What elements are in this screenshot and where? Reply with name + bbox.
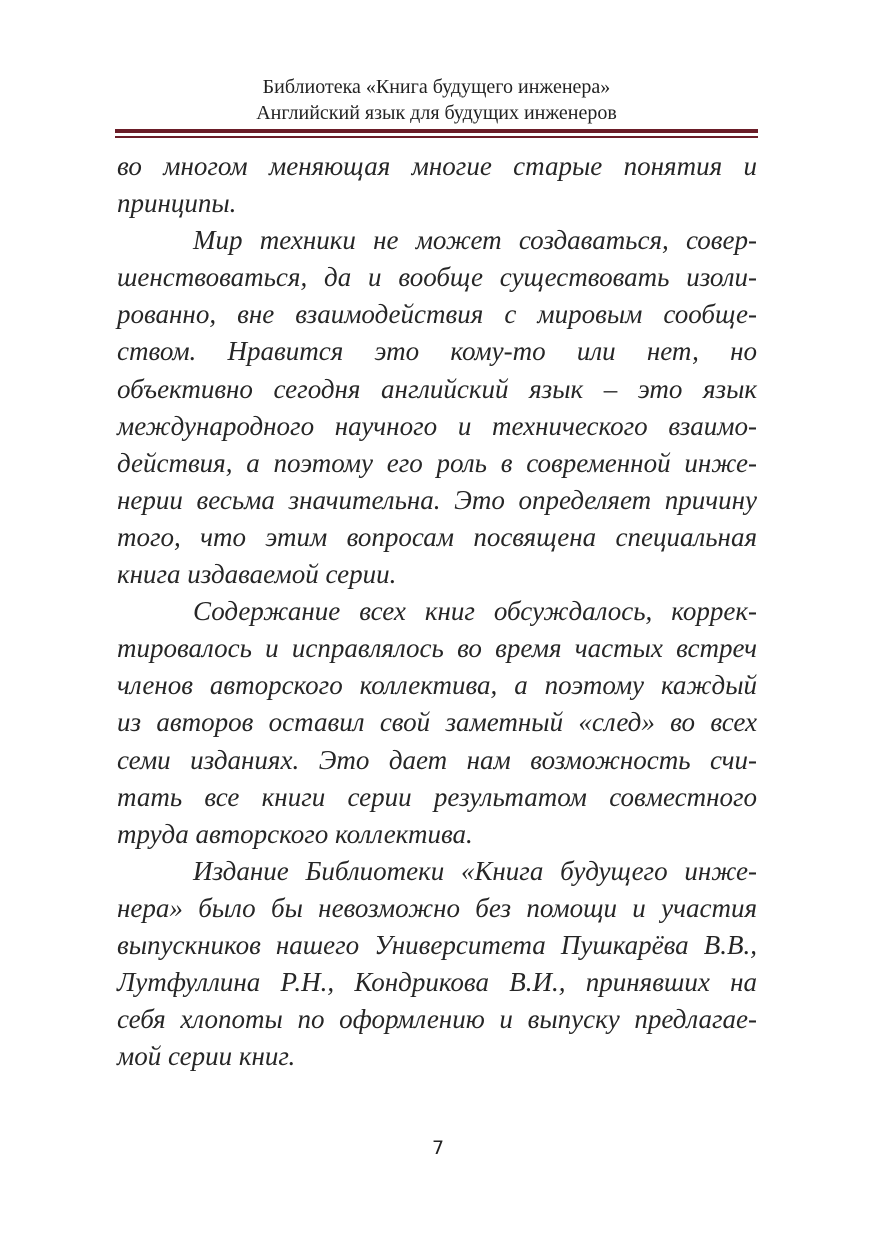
text-line: Лутфуллина Р.Н., Кондрикова В.И., принявших на (117, 967, 757, 998)
text-line: международного научного и технического взаимо- (117, 410, 757, 441)
text-line: нерии весьма значительна. Это определяет причину (117, 484, 757, 515)
text-line: тать все книги серии результатом совместного (117, 781, 757, 812)
text-line: выпускников нашего Университета Пушкарёва В.В., (117, 929, 757, 960)
text-line: рованно, вне взаимодействия с мировым сообще- (117, 299, 757, 330)
text-line: из авторов оставил свой заметный «след» во всех (117, 707, 757, 738)
text-line: действия, а поэтому его роль в современной инже- (117, 447, 757, 478)
text-line: того, что этим вопросам посвящена специальная (117, 521, 757, 552)
body-text (117, 148, 757, 1075)
text-line: объективно сегодня английский язык – это язык (117, 373, 757, 404)
text-line: семи изданиях. Это дает нам возможность счи- (117, 744, 757, 775)
text-line: нера» было бы невозможно без помощи и участия (117, 892, 757, 923)
text-line: принципы. (117, 188, 237, 219)
text-line: тировалось и исправлялось во время частых встреч (117, 633, 757, 664)
header-rule-thin (115, 136, 758, 138)
text-line: труда авторского коллектива. (117, 818, 473, 849)
header-series-title: Библиотека «Книга будущего инженера» (262, 76, 611, 98)
text-line: членов авторского коллектива, а поэтому каждый (117, 670, 757, 701)
header-book-title: Английский язык для будущих инженеров (256, 102, 617, 124)
paragraph-book-content (117, 593, 757, 853)
text-line: Издание Библиотеки «Книга будущего инже- (193, 855, 757, 886)
text-line: во многом меняющая многие старые понятия и (117, 151, 757, 181)
text-line: мой серии книг. (117, 1041, 296, 1072)
text-line: себя хлопоты по оформлению и выпуску предлагае- (117, 1004, 757, 1035)
text-line: книга издаваемой серии. (117, 559, 397, 590)
paragraph-acknowledgements (117, 853, 757, 1076)
text-line: ством. Нравится это кому-то или нет, но (117, 336, 757, 367)
header-rule-thick (115, 129, 758, 133)
page-number: 7 (431, 1137, 445, 1159)
text-line: шенствоваться, да и вообще существовать изоли- (117, 262, 757, 293)
paragraph-continued (117, 148, 757, 222)
text-line: Мир техники не может создаваться, совер- (193, 225, 757, 256)
running-header (115, 74, 758, 126)
text-line: Содержание всех книг обсуждалось, коррек- (193, 596, 757, 627)
paragraph-technology-world (117, 222, 757, 593)
